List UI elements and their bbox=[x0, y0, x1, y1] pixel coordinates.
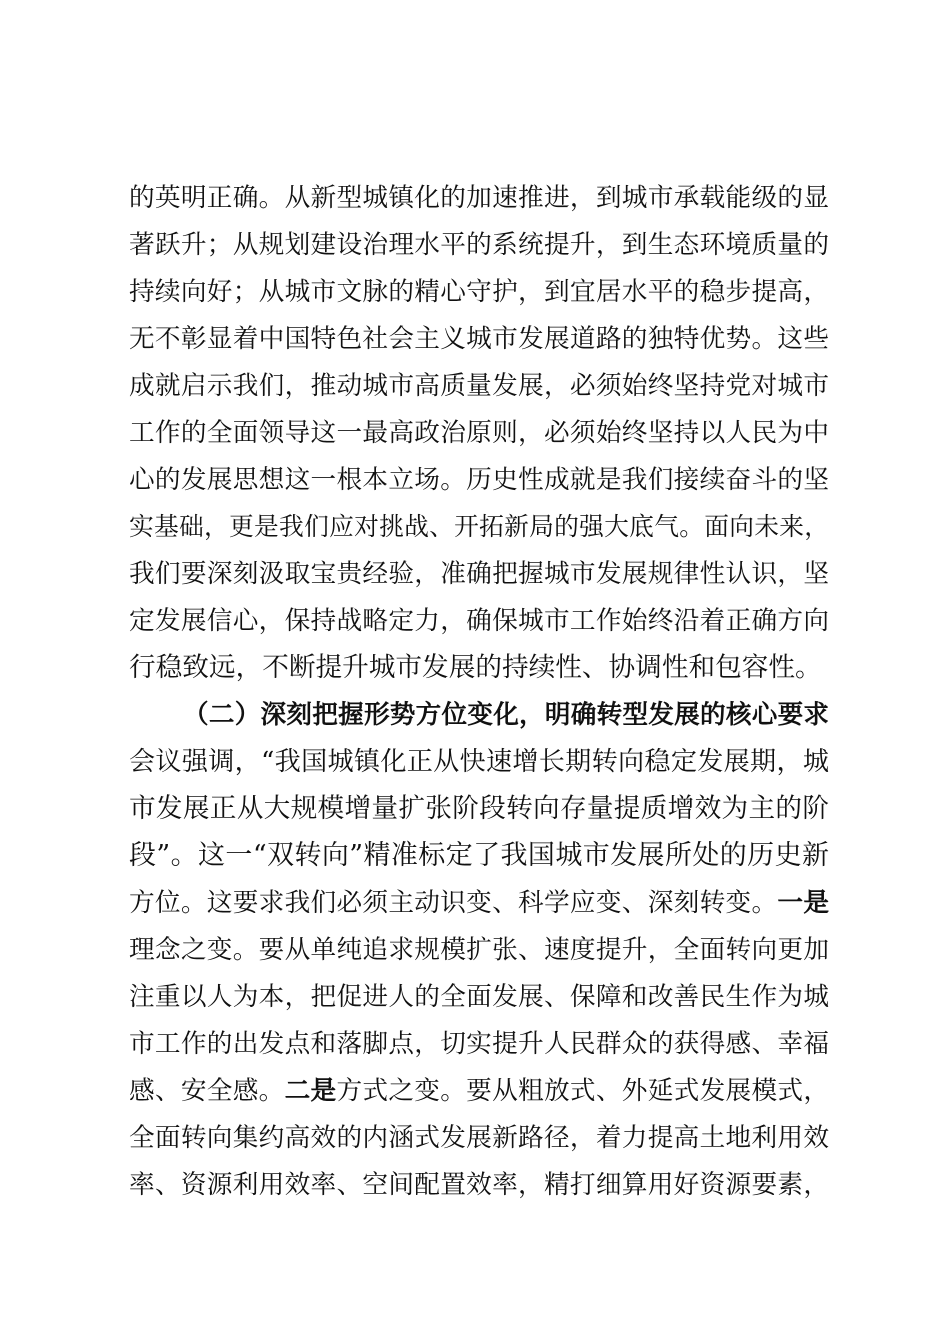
paragraph-line bbox=[129, 883, 829, 923]
line-text: 方位。这要求我们必须主动识变、科学应变、深刻转变。 bbox=[129, 888, 778, 918]
paragraph-line bbox=[129, 1071, 829, 1111]
paragraph-line: 段”。这一“双转向”精准标定了我国城市发展所处的历史新 bbox=[129, 840, 829, 871]
line-text: 方式之变。要从粗放式、外延式发展模式， bbox=[336, 1076, 830, 1106]
paragraph-line: 我们要深刻汲取宝贵经验，准确把握城市发展规律性认识，坚 bbox=[129, 559, 829, 589]
paragraph-line: 市工作的出发点和落脚点，切实提升人民群众的获得感、幸福 bbox=[129, 1029, 829, 1059]
paragraph-line: 著跃升；从规划建设治理水平的系统提升，到生态环境质量的 bbox=[129, 230, 829, 260]
paragraph-line: 行稳致远，不断提升城市发展的持续性、协调性和包容性。 bbox=[129, 652, 822, 683]
paragraph-line: 持续向好；从城市文脉的精心守护，到宜居水平的稳步提高， bbox=[129, 277, 829, 307]
line-text: 感、安全感。 bbox=[129, 1076, 285, 1106]
paragraph-line: 无不彰显着中国特色社会主义城市发展道路的独特优势。这些 bbox=[129, 324, 829, 354]
paragraph-line: 心的发展思想这一根本立场。历史性成就是我们接续奋斗的坚 bbox=[129, 465, 829, 495]
paragraph-line: 理念之变。要从单纯追求规模扩张、速度提升，全面转向更加 bbox=[129, 935, 829, 965]
paragraph-line: 会议强调，“我国城镇化正从快速增长期转向稳定发展期，城 bbox=[129, 747, 829, 777]
paragraph-line: 成就启示我们，推动城市高质量发展，必须始终坚持党对城市 bbox=[129, 371, 829, 401]
paragraph-line: 工作的全面领导这一最高政治原则，必须始终坚持以人民为中 bbox=[129, 418, 829, 448]
section-heading: （二）深刻把握形势方位变化，明确转型发展的核心要求 bbox=[183, 700, 829, 730]
paragraph-line: 注重以人为本，把促进人的全面发展、保障和改善民生作为城 bbox=[129, 982, 829, 1012]
paragraph-line: 市发展正从大规模增量扩张阶段转向存量提质增效为主的阶 bbox=[129, 793, 829, 824]
paragraph-line: 实基础，更是我们应对挑战、开拓新局的强大底气。面向未来， bbox=[129, 512, 829, 541]
paragraph-line: 全面转向集约高效的内涵式发展新路径，着力提高土地利用效 bbox=[129, 1123, 829, 1153]
paragraph-line: 定发展信心，保持战略定力，确保城市工作始终沿着正确方向 bbox=[129, 606, 829, 636]
bold-marker: 一是 bbox=[777, 888, 830, 918]
paragraph-line: 的英明正确。从新型城镇化的加速推进，到城市承载能级的显 bbox=[129, 183, 829, 213]
paragraph-line: 率、资源利用效率、空间配置效率，精打细算用好资源要素， bbox=[129, 1170, 829, 1200]
bold-marker: 二是 bbox=[284, 1076, 337, 1106]
